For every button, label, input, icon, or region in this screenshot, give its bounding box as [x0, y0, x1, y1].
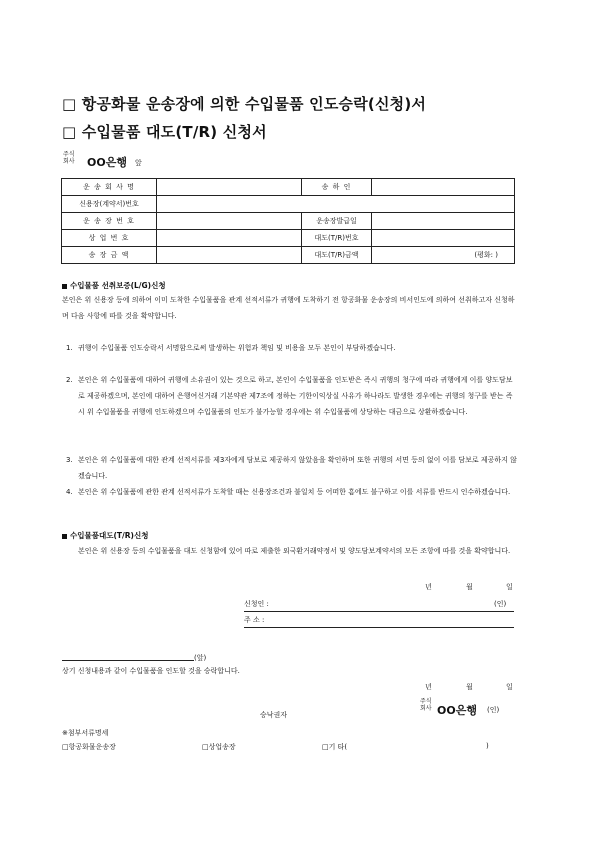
applicant-label: 신청인 : [244, 600, 269, 608]
section-lg-heading: 수입물품 선취보증(L/G)신청 [62, 280, 166, 291]
approver-bank: OO은행 [437, 704, 477, 717]
date-month: 월 [466, 583, 473, 591]
label-invoice-amount: 송 장 금 액 [62, 247, 157, 264]
date-day: 일 [506, 583, 513, 591]
field-awb-issue-date[interactable] [372, 213, 515, 230]
label-lc-number: 신용장(계약서)번호 [62, 196, 157, 213]
section-tr-heading: 수입물품대도(T/R)신청 [62, 530, 148, 541]
label-invoice-number: 상 업 번 호 [62, 230, 157, 247]
addressee-suffix: 앞 [135, 159, 142, 167]
approver-seal: (인) [487, 706, 500, 714]
approval-recipient-line [62, 660, 194, 661]
approval-date-month: 월 [466, 683, 473, 691]
addressee-bank: OO은행 [87, 156, 127, 169]
approval-recipient-suffix: (앞) [194, 654, 207, 662]
field-shipper[interactable] [372, 179, 515, 196]
attachments-heading: ※첨부서류명세 [62, 729, 109, 737]
list-item: 3. 본인은 위 수입물품에 대한 관계 선적서류를 제3자에게 담보로 제공하지 않았음을 확인하며 또한 귀행의 서면 등의 없이 이를 담보로 제공하지 않겠습니다. [66, 456, 517, 480]
approval-date-year: 년 [425, 683, 432, 691]
approver-corp-mark: 주식 회사 [420, 698, 432, 712]
table-row [62, 179, 515, 196]
table-row [62, 196, 515, 213]
approver-label: 승낙권자 [260, 711, 288, 719]
addressee-corp-mark: 주식 회사 [63, 151, 75, 165]
approval-date-day: 일 [506, 683, 513, 691]
checkbox-other[interactable]: □기 타( [322, 743, 348, 751]
list-item: 2. 본인은 위 수입물품에 대하여 귀행에 소유권이 있는 것으로 하고, 본인이 수입물품을 인도받은 즉시 귀행의 청구에 따라 귀행에게 이를 양도담보로 제공하겠으며, 본인에 대하여 은행여신거래 기본약관 제7조에 정하는 기한이익상실 사유가 하나라도 발생한 경우에는 귀행의 청구를 받는 즉시 위 수입물품을 귀행에 인도하겠으며 수입물품의 인도가 불가능할 경우에는 위 수입물품에 상당하는 대금으로 상환하겠습니다. [66, 376, 513, 416]
checkbox-awb[interactable]: □항공화물운송장 [62, 743, 116, 751]
applicant-seal: (인) [494, 600, 507, 608]
table-row [62, 247, 515, 264]
list-item: 1. 귀행이 수입물품 인도승락서 서명함으로써 발생하는 위험과 책임 및 비용을 모두 본인이 부담하겠습니다. [66, 344, 396, 352]
label-carrier-name: 운 송 회 사 명 [62, 179, 157, 196]
table-row [62, 213, 515, 230]
date-year: 년 [425, 583, 432, 591]
address-line [244, 627, 514, 628]
title-tr-application: □ 수입물품 대도(T/R) 신청서 [62, 123, 267, 141]
other-close-paren: ) [486, 742, 489, 750]
checkbox-commercial-invoice[interactable]: □상업송장 [202, 743, 236, 751]
field-invoice-number[interactable] [157, 230, 302, 247]
section-lg-intro: 본인은 위 신용장 등에 의하여 이미 도착한 수입물품을 관계 선적서류가 귀행에 도착하기 전 항공화물 운송장의 비서인도에 의하여 선취하고자 신청하며 다음 사항에 따를 것을 확약합니다. [62, 296, 515, 320]
square-bullet-icon [62, 284, 67, 289]
field-awb-number[interactable] [157, 213, 302, 230]
table-row [62, 230, 515, 247]
list-item: 4. 본인은 위 수입물품에 관한 관계 선적서류가 도착할 때는 신용장조건과 불일치 등 어떠한 흠에도 불구하고 이를 서류를 반드시 인수하겠습니다. [66, 488, 511, 496]
label-shipper: 송 하 인 [302, 179, 372, 196]
field-lc-number[interactable] [157, 196, 515, 213]
address-label: 주 소 : [244, 616, 265, 624]
label-tr-number: 대도(T/R)번호 [302, 230, 372, 247]
field-invoice-amount[interactable] [157, 247, 302, 264]
application-info-table [61, 178, 515, 264]
label-awb-number: 운 송 장 번 호 [62, 213, 157, 230]
field-tr-amount[interactable]: (평화: ) [372, 247, 515, 264]
approval-statement: 상기 신청내용과 같이 수입물품을 인도할 것을 승락합니다. [62, 667, 240, 675]
square-bullet-icon [62, 534, 67, 539]
section-tr-intro: 본인은 위 신용장 등의 수입물품을 대도 신청함에 있어 따로 제출한 외국환거래약정서 및 양도담보계약서의 모든 조항에 따를 것을 확약합니다. [78, 547, 511, 555]
label-tr-amount: 대도(T/R)금액 [302, 247, 372, 264]
applicant-signature-line [244, 611, 514, 612]
title-lg-application: □ 항공화물 운송장에 의한 수입물품 인도승락(신청)서 [62, 95, 427, 113]
field-carrier-name[interactable] [157, 179, 302, 196]
label-awb-issue-date: 운송장발급일 [302, 213, 372, 230]
field-tr-number[interactable] [372, 230, 515, 247]
